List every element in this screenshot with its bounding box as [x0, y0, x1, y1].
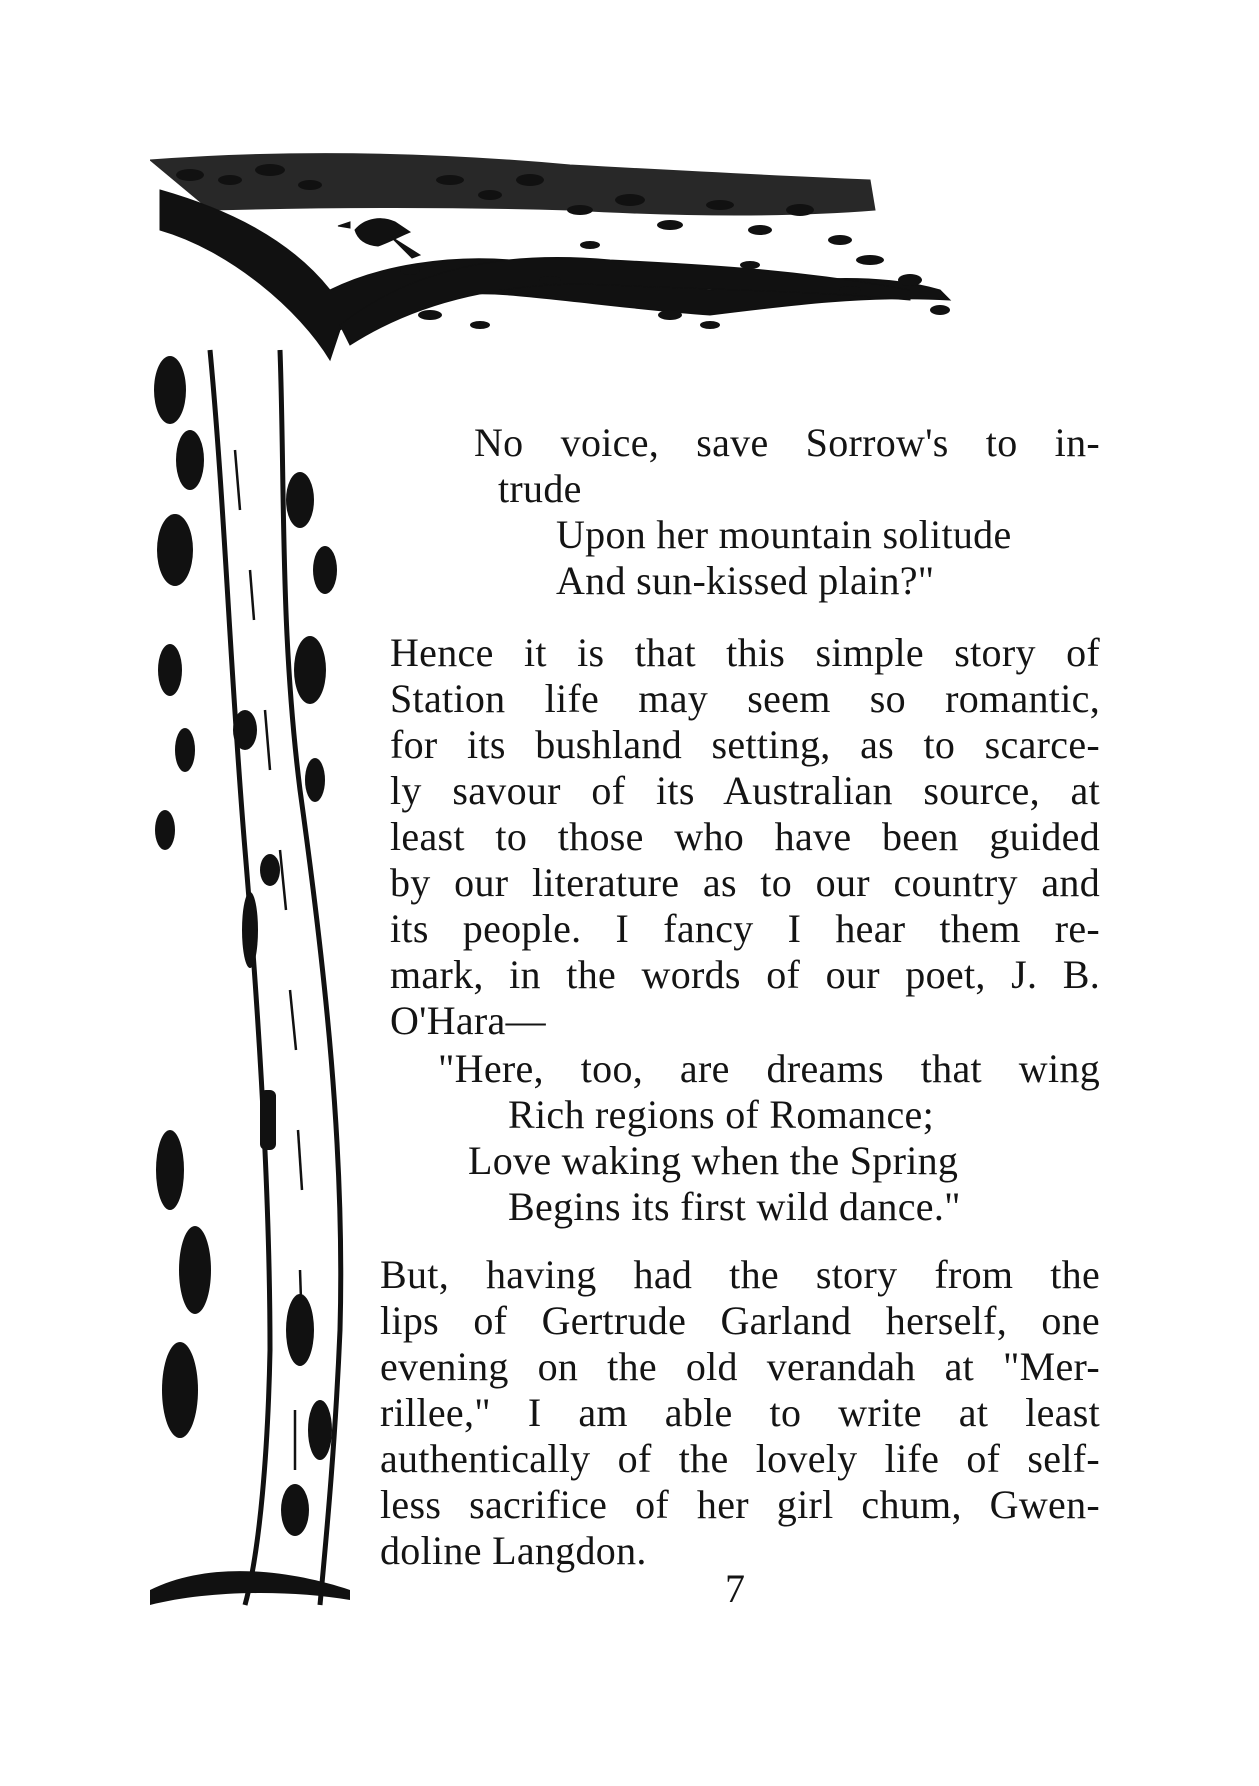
paragraph-two-line: authentically of the lovely life of self- — [380, 1436, 1100, 1481]
paragraph-one-line: for its bushland setting, as to scarce- — [390, 722, 1100, 767]
paragraph-one-line: by our literature as to our country and — [390, 860, 1100, 905]
paragraph-one-line: Station life may seem so romantic, — [390, 676, 1100, 721]
paragraph-one-line: mark, in the words of our poet, J. B. — [390, 952, 1100, 997]
verse-quote-line: "Here, too, are dreams that wing — [438, 1046, 1100, 1091]
verse-top-line: Upon her mountain solitude — [556, 512, 1012, 557]
paragraph-one-line: its people. I fancy I hear them re- — [390, 906, 1100, 951]
verse-quote-line: Begins its first wild dance." — [508, 1184, 961, 1229]
paragraph-two-line: evening on the old verandah at "Mer- — [380, 1344, 1100, 1389]
paragraph-one-line: O'Hara— — [390, 998, 546, 1043]
paragraph-two-line: But, having had the story from the — [380, 1252, 1100, 1297]
paragraph-two-line: less sacrifice of her girl chum, Gwen- — [380, 1482, 1100, 1527]
page-number: 7 — [725, 1566, 745, 1611]
paragraph-two-line: doline Langdon. — [380, 1528, 647, 1573]
paragraph-one-line: Hence it is that this simple story of — [390, 630, 1100, 675]
verse-quote-line: Rich regions of Romance; — [508, 1092, 934, 1137]
paragraph-one-line: least to those who have been guided — [390, 814, 1100, 859]
verse-top-line: No voice, save Sorrow's to in- — [474, 420, 1100, 465]
verse-top-line: trude — [498, 466, 582, 511]
verse-top-line: And sun-kissed plain?" — [556, 558, 935, 603]
paragraph-one-line: ly savour of its Australian source, at — [390, 768, 1100, 813]
paragraph-two-line: rillee," I am able to write at least — [380, 1390, 1100, 1435]
paragraph-two-line: lips of Gertrude Garland herself, one — [380, 1298, 1100, 1343]
verse-quote-line: Love waking when the Spring — [468, 1138, 959, 1183]
